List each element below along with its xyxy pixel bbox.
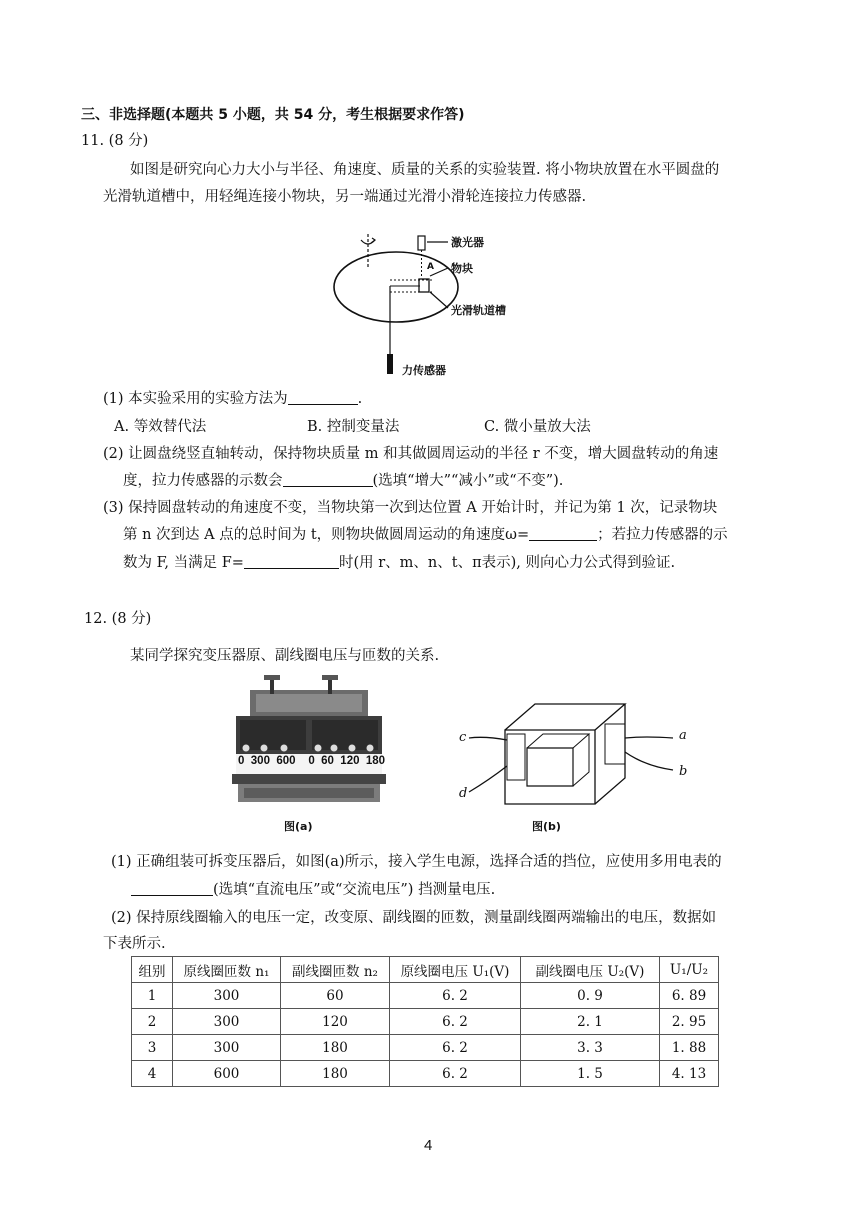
- q11-p2-blank[interactable]: [283, 472, 373, 487]
- q11-p1-blank[interactable]: [288, 390, 358, 405]
- q11-p1: [103, 389, 362, 409]
- table-cell: 1: [132, 983, 173, 1009]
- q12-p2-line2: 下表所示.: [103, 936, 166, 952]
- table-cell: 6. 89: [660, 983, 719, 1009]
- q11-p3-line3: [123, 553, 675, 573]
- q12-p1-end: (选填“直流电压”或“交流电压”) 挡测量电压.: [213, 882, 496, 898]
- table-header: 原线圈匝数 n₁: [173, 957, 281, 983]
- table-cell: 300: [173, 1009, 281, 1035]
- table-cell: 4. 13: [660, 1061, 719, 1087]
- laser-label: 激光器: [451, 236, 484, 249]
- terminal-c-label: c: [459, 730, 467, 745]
- table-cell: 120: [281, 1009, 390, 1035]
- table-cell: 600: [173, 1061, 281, 1087]
- q12-number: 12. (8 分): [84, 611, 152, 627]
- table-cell: 6. 2: [390, 983, 521, 1009]
- table-header: 原线圈电压 U₁(V): [390, 957, 521, 983]
- groove-label: 光滑轨道槽: [451, 304, 506, 317]
- terminal-a-label: a: [679, 728, 687, 743]
- q12-p2-line1: (2) 保持原线圈输入的电压一定，改变原、副线圈的匝数，测量副线圈两端输出的电压，数据如: [111, 910, 717, 926]
- table-cell: 0. 9: [521, 983, 660, 1009]
- terminal-b-label: b: [679, 764, 688, 779]
- section-title: 三、非选择题(本题共 5 小题，共 54 分，考生根据要求作答): [81, 107, 465, 123]
- table-cell: 2: [132, 1009, 173, 1035]
- voltage-type-blank[interactable]: [131, 881, 213, 896]
- point-a-label: A: [427, 262, 434, 272]
- page-number: 4: [424, 1137, 433, 1154]
- fig-a-caption: 图(a): [284, 820, 313, 833]
- q12-p1-line2: [131, 880, 495, 900]
- q11-p2-text: 度，拉力传感器的示数会: [123, 473, 283, 489]
- option-a: A. 等效替代法: [114, 419, 207, 435]
- table-header: 副线圈匝数 n₂: [281, 957, 390, 983]
- table-cell: 2. 95: [660, 1009, 719, 1035]
- table-header: 组别: [132, 957, 173, 983]
- table-cell: 6. 2: [390, 1061, 521, 1087]
- table-header: 副线圈电压 U₂(V): [521, 957, 660, 983]
- table-cell: 3: [132, 1035, 173, 1061]
- table-cell: 6. 2: [390, 1009, 521, 1035]
- q11-p3-end: 时(用 r、m、n、t、π表示), 则向心力公式得到验证.: [338, 555, 676, 571]
- q11-p3-line2: [123, 525, 728, 545]
- q11-p1-text: (1) 本实验采用的实验方法为: [103, 391, 288, 407]
- table-cell: 1. 5: [521, 1061, 660, 1087]
- table-cell: 180: [281, 1035, 390, 1061]
- q11-intro-1: 如图是研究向心力大小与半径、角速度、质量的关系的实验装置. 将小物块放置在水平圆盘的: [130, 162, 720, 178]
- table-row: [132, 1035, 719, 1061]
- transformer-turns-label: 0 300 600 0 60 120 180: [238, 755, 386, 767]
- sensor-label: 力传感器: [402, 364, 446, 377]
- table-cell: 300: [173, 983, 281, 1009]
- transformer-photo-figure: [228, 672, 388, 812]
- q11-p3-mid: ；若拉力传感器的示: [597, 527, 728, 543]
- q11-p2-line2: [123, 471, 563, 491]
- table-cell: 60: [281, 983, 390, 1009]
- q11-p3-f-text: 数为 F, 当满足 F=: [123, 555, 244, 571]
- q11-intro-2: 光滑轨道槽中，用轻绳连接小物块，另一端通过光滑小滑轮连接拉力传感器.: [103, 189, 587, 205]
- table-row: [132, 1061, 719, 1087]
- force-blank[interactable]: [244, 554, 339, 569]
- q11-p2-line1: (2) 让圆盘绕竖直轴转动，保持物块质量 m 和其做圆周运动的半径 r 不变，增大圆盘转动的角速: [103, 446, 719, 462]
- option-b: B. 控制变量法: [307, 419, 400, 435]
- data-table: [131, 956, 719, 1087]
- table-cell: 6. 2: [390, 1035, 521, 1061]
- table-cell: 4: [132, 1061, 173, 1087]
- table-row: [132, 983, 719, 1009]
- q11-number: 11. (8 分): [81, 133, 149, 149]
- table-cell: 300: [173, 1035, 281, 1061]
- table-header-row: [132, 957, 719, 983]
- transformer-diagram-figure: [455, 700, 695, 810]
- table-cell: 2. 1: [521, 1009, 660, 1035]
- q11-p3-text: 第 n 次到达 A 点的总时间为 t，则物块做圆周运动的角速度ω=: [123, 527, 530, 543]
- q11-p3-line1: (3) 保持圆盘转动的角速度不变，当物块第一次到达位置 A 开始计时，并记为第 1 次，记录物块: [103, 500, 718, 516]
- q12-p1-line1: (1) 正确组装可拆变压器后，如图(a)所示，接入学生电源，选择合适的挡位，应使用多用电表的: [111, 854, 722, 870]
- table-cell: 3. 3: [521, 1035, 660, 1061]
- q11-p2-end: (选填“增大”“减小”或“不变”).: [372, 473, 564, 489]
- table-cell: 180: [281, 1061, 390, 1087]
- block-label: 物块: [451, 262, 473, 275]
- table-cell: 1. 88: [660, 1035, 719, 1061]
- option-c: C. 微小量放大法: [484, 419, 591, 435]
- fig-b-caption: 图(b): [532, 820, 561, 833]
- centripetal-apparatus-figure: [330, 228, 540, 383]
- omega-blank[interactable]: [529, 526, 597, 541]
- table-header: U₁/U₂: [660, 957, 719, 983]
- q12-intro: 某同学探究变压器原、副线圈电压与匝数的关系.: [130, 648, 440, 664]
- table-row: [132, 1009, 719, 1035]
- terminal-d-label: d: [459, 786, 468, 801]
- q11-p1-end: .: [357, 391, 363, 407]
